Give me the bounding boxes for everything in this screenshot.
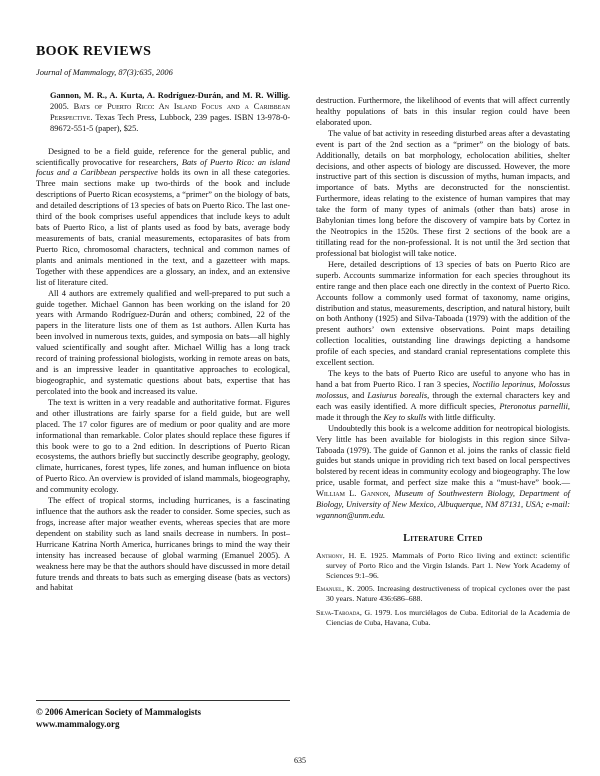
- reference-item: [316, 551, 570, 581]
- reference-item: [316, 584, 570, 604]
- paragraph: The effect of tropical storms, including hurricanes, is a fascinating influence that the authors ask the reader to consider. Some species, such as frogs, increase after major weather events, whereas species that are more dependent on stability such as land snails decrease in numbers. In post–Hurricane Katrina North America, hurricanes brings to mind the way their intensity has increased because of global warming (Emanuel 2005). A weakness here may be that the authors should have discussed in more detail future trends and threats to bats such as emerging disease (bats as vectors) and habitat: [36, 496, 290, 593]
- website-link[interactable]: www.mammalogy.org: [36, 719, 120, 730]
- reference-text: 1979. Los murciélagos de Cuba. Editorial de la Academia de Ciencias de Cuba, Havana, Cuba.: [326, 607, 570, 627]
- page-number: 635: [294, 756, 306, 765]
- reference-author: Silva-Taboada, G.: [316, 607, 373, 617]
- section-title: BOOK REVIEWS: [36, 44, 152, 59]
- right-column: [316, 96, 570, 631]
- literature-cited-heading: Literature Cited: [403, 532, 483, 544]
- book-citation: [36, 91, 290, 135]
- reference-author: Emanuel, K.: [316, 584, 355, 594]
- reference-item: [316, 608, 570, 628]
- paragraph-text: Undoubtedly this book is a welcome addition for neotropical biologists. Very little has been available for biologists in this region since Silva-Taboada (1979). The guide of Gannon et al. joins the ranks of classic field guides but stands unique in providing rich text based on local perspectives bolstered by recent ideas in community ecology and biogeography. The low price, usable format, and perfect size make this a “must-have” book.—: [316, 423, 570, 488]
- paragraph-text: holds its own in all these categories. Three main sections make up two-thirds of the book and include descriptions of Puerto Rican ecosystems, a “primer” on the biology of bats, and detailed descriptions of 13 species of bats on Puerto Rico. The last one-third of the book comprises useful appendices that include keys to adult bats of Puerto Rico, a list of plants used as food by bats, average body measurements of bats, cranial measurements, ectoparasites of bats from Puerto Rico, chromosomal characters, technical and common names of plants and animals mentioned in the text, and a gazetteer with maps. Together with these appendices are a glossary, an index, and an extensive list of literature cited.: [36, 168, 290, 287]
- final-paragraph: [316, 424, 570, 522]
- book-title-italic: Bats of Puerto Rico: an island focus and a Caribbean perspective: [36, 157, 290, 178]
- paragraph-text: , made it through the: [316, 401, 570, 422]
- species-name: Lasiurus borealis: [367, 390, 428, 400]
- citation-year: 2005.: [50, 101, 74, 111]
- paragraph: The text is written in a very readable and authoritative format. Figures and other illustrations are fairly sparse for a field guide, but are well placed. The 17 color figures are of medium or poor quality and are more informational than remarkable. Color plates should replace these figures if this book were to go to a 2nd edition. In descriptions of Puerto Rican ecosystems, the authors briefly but succinctly describe geography, geology, climate, hurricanes, forest types, life zones, and human influence on biota of Puerto Rico. An overview is provided of island mammals, biogeography, and community ecology.: [36, 397, 290, 495]
- reviewer-name: William L. Gannon: [316, 489, 389, 499]
- citation-title: Bats of Puerto Rico: An Island Focus and a Caribbean Perspective.: [50, 101, 291, 122]
- paragraph-text: ,: [533, 379, 539, 389]
- reviewer-affiliation: , Museum of Southwestern Biology, Department of Biology, University of New Mexico, Albuquerque, NM 87131, USA; e-mail: wgannon@unm.edu.: [316, 489, 570, 521]
- paragraph: destruction. Furthermore, the likelihood of events that will affect currently healthy populations of bats in this insular region could have been elaborated upon.: [316, 96, 570, 127]
- paragraph: All 4 authors are extremely qualified and well-prepared to put such a guide together. Michael Gannon has been working on the island for 20 years with Armando Rodríguez-Durán and others; combined, 22 of the papers in the literature lists one of them as 1st authors. Allen Kurta has been involved in numerous texts, guides, and symposia on bats—all highly valued scientifically and sought after. Michael Willig has a long track record of training professional biologists, working in remote areas on bats, and is an impressive leader in quantitative approaches to ecological, biogeographic, and systematic questions about bats, expertise that has percolated into the book and increased its value.: [36, 288, 290, 396]
- keys-paragraph: [316, 369, 570, 424]
- paragraph: The value of bat activity in reseeding disturbed areas after a devastating event is part of the 2nd section as a “primer” on the biology of bats. Additionally, details on bat morphology, echolocation abilities, shelter decisions, and other aspects of biology are discussed. However, the more instructive part of this section is discussion of myths, human impacts, and importance of bats. Myths are deconstructed for the nonscientist. Furthermore, ideas relating to the existence of human vampires that may take the form of many types of animals (other than bats) arose in Babylonian times long before the discovery of vampire bats by Cortez in the Neotropics in the 1520s. These first 2 sections of the book are a titillating read for the non-professional. It is not until the 3rd section that professional bat biologist will take notice.: [316, 128, 570, 258]
- copyright-text: © 2006 American Society of Mammalogists: [36, 707, 201, 717]
- paragraph-text: The keys to the bats of Puerto Rico are useful to anyone who has in hand a bat from Puerto Rico. I ran 3 species,: [316, 369, 570, 389]
- citation-publisher: Texas Tech Press, Lubbock, 239 pages. ISBN 13-978-0-89672-551-5 (paper), $25.: [50, 112, 290, 133]
- key-title: Key to skulls: [383, 412, 427, 422]
- species-name: Pteronotus parnellii: [499, 401, 568, 411]
- paragraph-text: , and: [346, 390, 368, 400]
- reference-author: Anthony, H. E.: [316, 550, 367, 560]
- citation-authors: Gannon, M. R., A. Kurta, A. Rodríguez-Durán, and M. R. Willig.: [50, 90, 290, 100]
- left-column: [36, 68, 290, 594]
- reference-text: 2005. Increasing destructiveness of tropical cyclones over the past 30 years. Nature 436:686–688.: [326, 584, 570, 604]
- footer-divider: [36, 700, 290, 701]
- paragraph-text: , through the external characters key and each was easily identified. A more difficult species,: [316, 390, 570, 411]
- species-name: Molossus molossus: [316, 379, 571, 400]
- reference-text: 1925. Mammals of Porto Rico living and extinct: scientific survey of Porto Rico and the Virgin Islands. Part 1. New York Academy of Sciences 9:1–96.: [326, 550, 570, 581]
- journal-reference: Journal of Mammalogy, 87(3):635, 2006: [36, 68, 173, 77]
- paragraph: Here, detailed descriptions of 13 species of bats on Puerto Rico are superb. Accounts summarize information for each species throughout its entire range and then place each one directly in the context of Puerto Rico. Accounts follow a commonly used format of taxonomy, name origins, distribution and status, measurements, description, and natural history, built on both Anthony (1925) and Silva-Taboada (1979) with the addition of the present authors’ own extensive observations. Point maps detailing collection localities, outstanding line drawings depicting a handsome profile of each species, and standard cranial representations complete this excellent section.: [316, 259, 570, 368]
- paragraph-text: Designed to be a field guide, reference for the general public, and scientifically provocative for researchers,: [36, 146, 290, 167]
- paragraph: [36, 147, 290, 289]
- copyright-block: [36, 706, 201, 730]
- paragraph-text: with little difficulty.: [426, 412, 496, 422]
- species-name: Noctilio leporinus: [472, 379, 534, 389]
